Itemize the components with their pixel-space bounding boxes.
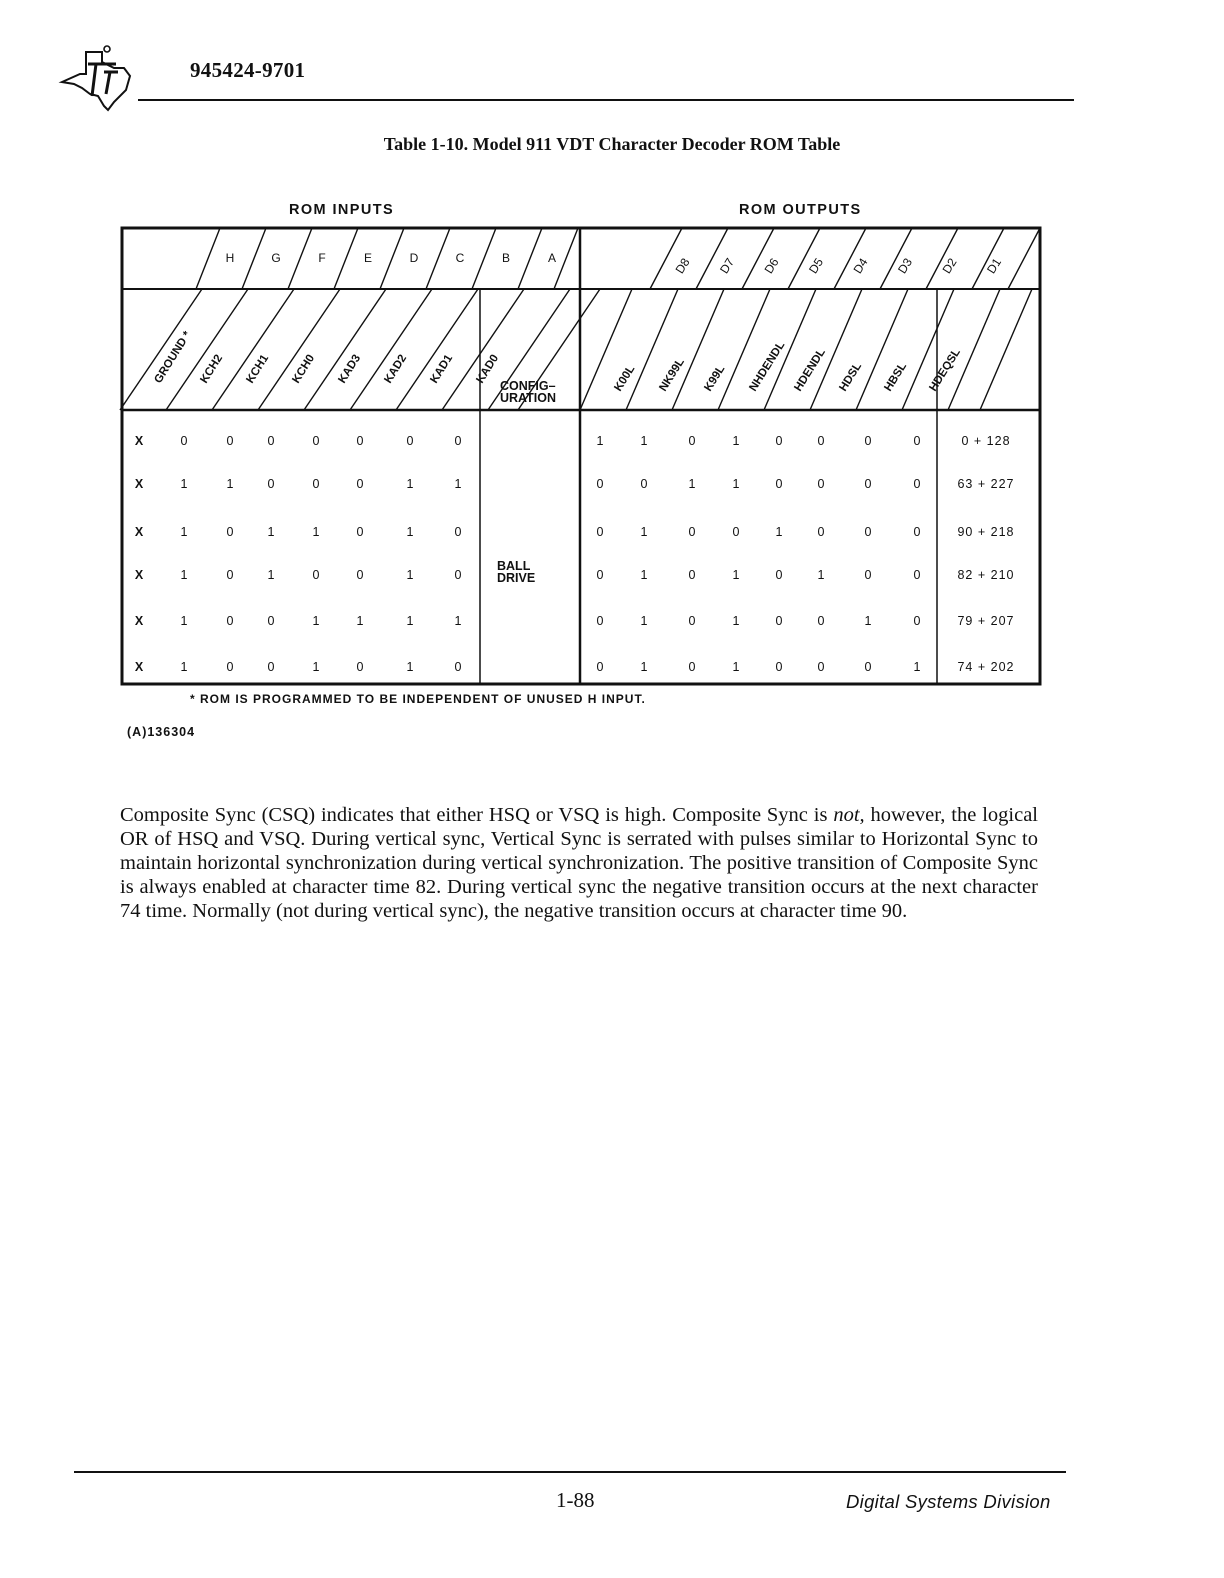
input-cell-r2-c6: 1 <box>406 525 414 539</box>
input-letter-a: A <box>547 251 557 265</box>
output-signal-4: HDENDL <box>792 346 828 394</box>
table-title: Table 1-10. Model 911 VDT Character Decoder ROM Table <box>383 134 841 154</box>
table-footnote: * ROM IS PROGRAMMED TO BE INDEPENDENT OF UNUSED H INPUT. <box>190 692 646 706</box>
output-cell-r2-c4: 1 <box>775 525 783 539</box>
input-cell-r5-c6: 1 <box>406 660 414 674</box>
input-signal-divider-6 <box>396 289 478 410</box>
output-signal-divider-6 <box>856 289 908 410</box>
input-cell-r3-c6: 1 <box>406 568 414 582</box>
body-text-emphasis: not, <box>833 804 865 826</box>
output-cell-r1-c7: 0 <box>913 477 921 491</box>
input-cell-r2-c4: 1 <box>312 525 320 539</box>
output-letter-d2: D2 <box>939 255 960 277</box>
output-cell-r5-c0: 0 <box>596 660 604 674</box>
input-letter-b: B <box>501 251 511 265</box>
input-cell-r5-c2: 0 <box>226 660 234 674</box>
output-signal-1: NK99L <box>657 356 687 394</box>
input-cell-r0-c0: X <box>134 434 144 448</box>
configuration-label-line2: URATION <box>500 391 557 405</box>
output-cell-r1-c1: 0 <box>640 477 648 491</box>
output-cell-r5-c4: 0 <box>775 660 783 674</box>
input-signal-divider-4 <box>304 289 386 410</box>
input-cell-r4-c0: X <box>134 614 144 628</box>
input-letter-divider-5 <box>426 228 450 289</box>
input-cell-r1-c4: 0 <box>312 477 320 491</box>
input-letter-h: H <box>225 251 235 265</box>
input-cell-r3-c3: 1 <box>267 568 275 582</box>
output-cell-r2-c0: 0 <box>596 525 604 539</box>
output-letter-divider-7 <box>972 228 1004 289</box>
output-cell-r2-c2: 0 <box>688 525 696 539</box>
input-cell-r3-c7: 0 <box>454 568 462 582</box>
output-cell-r3-c6: 0 <box>864 568 872 582</box>
output-cell-r0-c6: 0 <box>864 434 872 448</box>
input-signal-3: KCH0 <box>290 352 318 386</box>
output-signal-divider-7 <box>902 289 954 410</box>
input-cell-r1-c6: 1 <box>406 477 414 491</box>
input-cell-r5-c3: 0 <box>267 660 275 674</box>
input-letter-g: G <box>271 251 281 265</box>
input-signal-1: KCH2 <box>198 352 226 386</box>
output-signal-2: K99L <box>702 363 728 394</box>
input-cell-r2-c2: 0 <box>226 525 234 539</box>
input-letter-divider-4 <box>380 228 404 289</box>
body-text-a: Composite Sync (CSQ) indicates that either HSQ or VSQ is high. Composite Sync is <box>120 804 834 826</box>
output-cell-r5-c3: 1 <box>732 660 740 674</box>
output-cell-r2-c6: 0 <box>864 525 872 539</box>
input-letter-e: E <box>363 251 373 265</box>
output-signal-divider-3 <box>718 289 770 410</box>
input-letter-c: C <box>455 251 465 265</box>
input-cell-r4-c1: 1 <box>180 614 188 628</box>
char-time-cell-r4: 79 + 207 <box>957 614 1015 628</box>
output-cell-r4-c4: 0 <box>775 614 783 628</box>
output-cell-r0-c1: 1 <box>640 434 648 448</box>
input-cell-r2-c3: 1 <box>267 525 275 539</box>
output-cell-r0-c3: 1 <box>732 434 740 448</box>
output-letter-divider-6 <box>926 228 958 289</box>
output-cell-r4-c7: 0 <box>913 614 921 628</box>
input-cell-r4-c2: 0 <box>226 614 234 628</box>
output-cell-r1-c4: 0 <box>775 477 783 491</box>
input-cell-r1-c0: X <box>134 477 144 491</box>
output-cell-r3-c2: 0 <box>688 568 696 582</box>
output-letter-d6: D6 <box>761 255 782 277</box>
input-cell-r5-c4: 1 <box>312 660 320 674</box>
input-cell-r1-c3: 0 <box>267 477 275 491</box>
output-signal-divider-2 <box>672 289 724 410</box>
configuration-value-line1: BALL <box>497 559 531 573</box>
output-cell-r5-c5: 0 <box>817 660 825 674</box>
input-cell-r5-c0: X <box>134 660 144 674</box>
body-paragraph <box>120 803 1038 923</box>
input-cell-r2-c5: 0 <box>356 525 364 539</box>
output-signal-5: HDSL <box>837 360 865 394</box>
input-cell-r1-c2: 1 <box>226 477 234 491</box>
rom-outputs-label: ROM OUTPUTS <box>739 202 862 218</box>
output-cell-r3-c5: 1 <box>817 568 825 582</box>
output-cell-r0-c5: 0 <box>817 434 825 448</box>
rom-inputs-label: ROM INPUTS <box>289 202 395 218</box>
configuration-label-line1: CONFIG– <box>500 379 556 393</box>
output-cell-r1-c5: 0 <box>817 477 825 491</box>
input-cell-r1-c1: 1 <box>180 477 188 491</box>
input-letter-f: F <box>318 251 326 265</box>
output-signal-divider-1 <box>626 289 678 410</box>
input-letter-divider-6 <box>472 228 496 289</box>
input-cell-r0-c7: 0 <box>454 434 462 448</box>
output-signal-6: HBSL <box>882 360 910 394</box>
input-cell-r1-c7: 1 <box>454 477 462 491</box>
input-cell-r3-c2: 0 <box>226 568 234 582</box>
output-letter-divider-8 <box>1008 228 1040 289</box>
output-letter-d5: D5 <box>806 255 827 277</box>
division-name: Digital Systems Division <box>846 1491 1051 1512</box>
output-cell-r2-c1: 1 <box>640 525 648 539</box>
input-letter-divider-2 <box>288 228 312 289</box>
output-cell-r5-c1: 1 <box>640 660 648 674</box>
input-letter-divider-7 <box>518 228 542 289</box>
output-cell-r4-c2: 0 <box>688 614 696 628</box>
input-letter-divider-3 <box>334 228 358 289</box>
input-cell-r0-c4: 0 <box>312 434 320 448</box>
input-cell-r0-c1: 0 <box>180 434 188 448</box>
output-signal-7: HDEQSL <box>927 346 963 394</box>
input-cell-r0-c5: 0 <box>356 434 364 448</box>
input-cell-r4-c6: 1 <box>406 614 414 628</box>
input-signal-0: GROUND * <box>152 329 194 386</box>
output-cell-r5-c6: 0 <box>864 660 872 674</box>
input-signal-4: KAD3 <box>336 352 364 386</box>
input-cell-r2-c7: 0 <box>454 525 462 539</box>
input-cell-r3-c4: 0 <box>312 568 320 582</box>
output-cell-r3-c3: 1 <box>732 568 740 582</box>
output-cell-r0-c4: 0 <box>775 434 783 448</box>
page-number: 1-88 <box>556 1488 595 1512</box>
char-time-cell-r1: 63 + 227 <box>957 477 1015 491</box>
output-cell-r4-c0: 0 <box>596 614 604 628</box>
output-cell-r4-c3: 1 <box>732 614 740 628</box>
char-time-cell-r0: 0 + 128 <box>961 434 1011 448</box>
input-signal-7: KAD0 <box>474 352 502 386</box>
figure-code: (A)136304 <box>127 725 196 739</box>
char-time-cell-r5: 74 + 202 <box>957 660 1015 674</box>
output-cell-r1-c3: 1 <box>732 477 740 491</box>
input-signal-5: KAD2 <box>382 352 410 386</box>
char-time-cell-r3: 82 + 210 <box>957 568 1015 582</box>
input-cell-r5-c5: 0 <box>356 660 364 674</box>
output-signal-3: NHDENDL <box>747 339 788 394</box>
rom-table <box>0 0 1224 700</box>
output-cell-r1-c6: 0 <box>864 477 872 491</box>
body-text-b: however, the logical OR of HSQ and VSQ. During vertical sync, Vertical Sync is serrated with pulses similar to Horizontal Sync to maintain horizontal synchronization during vertical synchronization. The positive transition of Composite Sync is always enabled at character time 82. During vertical sync the negative transition occurs at the next character 74 time. Normally (not during vertical sync), the negative transition occurs at character time 90. <box>120 804 1038 922</box>
input-signal-divider-3 <box>258 289 340 410</box>
input-cell-r3-c1: 1 <box>180 568 188 582</box>
output-cell-r5-c7: 1 <box>913 660 921 674</box>
output-cell-r0-c2: 0 <box>688 434 696 448</box>
output-cell-r2-c7: 0 <box>913 525 921 539</box>
output-cell-r4-c6: 1 <box>864 614 872 628</box>
output-signal-0: K00L <box>612 363 638 394</box>
input-signal-divider-5 <box>350 289 432 410</box>
input-cell-r4-c4: 1 <box>312 614 320 628</box>
input-cell-r2-c1: 1 <box>180 525 188 539</box>
output-letter-d8: D8 <box>672 255 693 277</box>
input-signal-divider-2 <box>212 289 294 410</box>
output-cell-r5-c2: 0 <box>688 660 696 674</box>
input-letter-divider-0 <box>196 228 220 289</box>
input-cell-r4-c7: 1 <box>454 614 462 628</box>
input-letter-d: D <box>409 251 419 265</box>
input-cell-r4-c5: 1 <box>356 614 364 628</box>
output-cell-r3-c4: 0 <box>775 568 783 582</box>
input-cell-r4-c3: 0 <box>267 614 275 628</box>
input-cell-r0-c2: 0 <box>226 434 234 448</box>
output-letter-d1: D1 <box>984 255 1005 277</box>
input-letter-divider-1 <box>242 228 266 289</box>
input-cell-r1-c5: 0 <box>356 477 364 491</box>
output-cell-r2-c5: 0 <box>817 525 825 539</box>
output-letter-d7: D7 <box>717 255 738 277</box>
output-letter-d4: D4 <box>850 255 871 277</box>
input-signal-6: KAD1 <box>428 352 456 386</box>
input-cell-r3-c5: 0 <box>356 568 364 582</box>
output-cell-r3-c0: 0 <box>596 568 604 582</box>
output-letter-divider-0 <box>650 228 682 289</box>
output-cell-r1-c2: 1 <box>688 477 696 491</box>
input-cell-r5-c7: 0 <box>454 660 462 674</box>
output-cell-r0-c0: 1 <box>596 434 604 448</box>
output-cell-r4-c1: 1 <box>640 614 648 628</box>
output-cell-r1-c0: 0 <box>596 477 604 491</box>
input-cell-r0-c3: 0 <box>267 434 275 448</box>
input-cell-r5-c1: 1 <box>180 660 188 674</box>
output-cell-r0-c7: 0 <box>913 434 921 448</box>
input-letter-divider-8 <box>554 228 578 289</box>
input-signal-2: KCH1 <box>244 352 272 386</box>
output-cell-r4-c5: 0 <box>817 614 825 628</box>
output-cell-r3-c7: 0 <box>913 568 921 582</box>
document-number: 945424-9701 <box>190 58 306 82</box>
char-time-cell-r2: 90 + 218 <box>957 525 1015 539</box>
footer-rule <box>74 1471 1066 1473</box>
output-letter-d3: D3 <box>895 255 916 277</box>
output-cell-r3-c1: 1 <box>640 568 648 582</box>
input-cell-r2-c0: X <box>134 525 144 539</box>
input-signal-divider-0 <box>120 289 202 410</box>
configuration-value-line2: DRIVE <box>497 571 536 585</box>
output-signal-divider-9 <box>980 289 1032 410</box>
output-cell-r2-c3: 0 <box>732 525 740 539</box>
input-cell-r3-c0: X <box>134 568 144 582</box>
input-cell-r0-c6: 0 <box>406 434 414 448</box>
